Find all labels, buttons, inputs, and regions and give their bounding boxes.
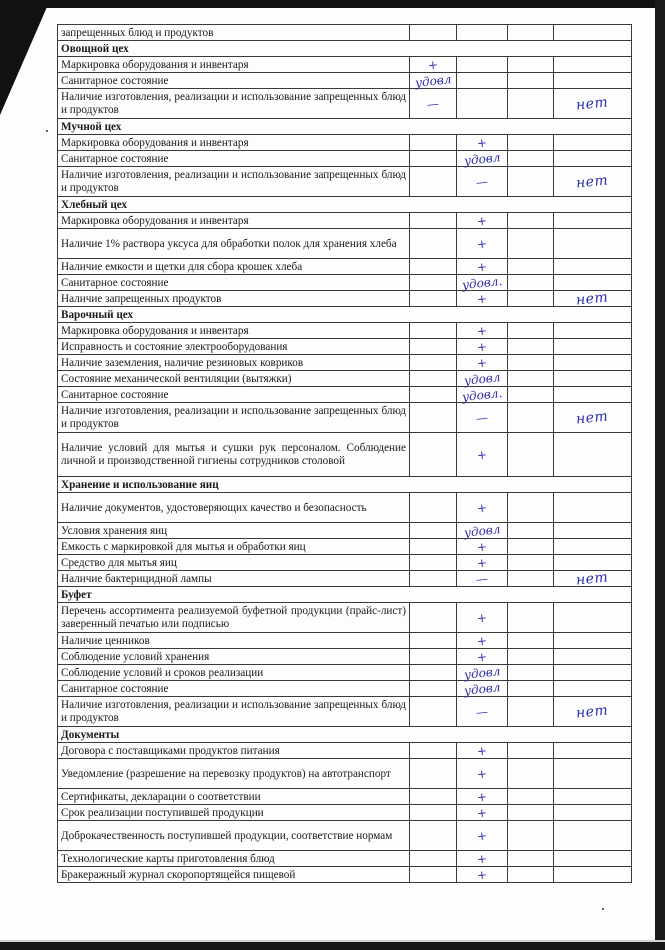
mark-col-3 bbox=[508, 291, 554, 307]
mark-col-3 bbox=[508, 603, 554, 633]
mark-col-1 bbox=[410, 167, 457, 197]
mark-col-3 bbox=[508, 433, 554, 477]
mark-col-4 bbox=[554, 275, 632, 291]
checklist-row bbox=[58, 433, 632, 477]
mark-col-3 bbox=[508, 135, 554, 151]
handwritten-mark: — bbox=[426, 95, 440, 112]
mark-col-2 bbox=[457, 681, 508, 697]
checklist-row bbox=[58, 523, 632, 539]
mark-col-3 bbox=[508, 73, 554, 89]
mark-col-2 bbox=[457, 291, 508, 307]
mark-col-1 bbox=[410, 371, 457, 387]
mark-col-1 bbox=[410, 89, 457, 119]
handwritten-mark: — bbox=[475, 703, 489, 720]
checklist-item-text: Уведомление (разрешение на перевозку продуктов) на автотранспорт bbox=[58, 759, 410, 789]
checklist-row bbox=[58, 151, 632, 167]
mark-col-4 bbox=[554, 523, 632, 539]
handwritten-mark: + bbox=[476, 213, 488, 228]
checklist-row bbox=[58, 493, 632, 523]
handwritten-mark: + bbox=[476, 851, 488, 866]
mark-col-4 bbox=[554, 323, 632, 339]
checklist-row bbox=[58, 89, 632, 119]
checklist-row bbox=[58, 135, 632, 151]
mark-col-3 bbox=[508, 387, 554, 403]
mark-col-2 bbox=[457, 135, 508, 151]
mark-col-1 bbox=[410, 867, 457, 883]
checklist-row bbox=[58, 633, 632, 649]
mark-col-3 bbox=[508, 259, 554, 275]
checklist-row bbox=[58, 851, 632, 867]
checklist-body bbox=[58, 25, 632, 883]
mark-col-2 bbox=[457, 523, 508, 539]
checklist-row bbox=[58, 867, 632, 883]
mark-col-3 bbox=[508, 323, 554, 339]
checklist-row bbox=[58, 743, 632, 759]
checklist-item-text: Перечень ассортимента реализуемой буфетной продукции (прайс-лист) заверенный печатью или подписью bbox=[58, 603, 410, 633]
checklist-row bbox=[58, 665, 632, 681]
handwritten-mark: + bbox=[476, 867, 488, 882]
mark-col-2 bbox=[457, 821, 508, 851]
section-header-row bbox=[58, 477, 632, 493]
checklist-row bbox=[58, 759, 632, 789]
handwritten-mark: удовл bbox=[463, 521, 501, 540]
mark-col-1 bbox=[410, 571, 457, 587]
handwritten-mark: + bbox=[476, 355, 488, 370]
checklist-item-text: Бракеражный журнал скоропортящейся пищевой bbox=[58, 867, 410, 883]
handwritten-mark: + bbox=[476, 610, 488, 625]
mark-col-2 bbox=[457, 213, 508, 229]
handwritten-mark: нет bbox=[575, 407, 610, 428]
handwritten-mark: + bbox=[476, 291, 488, 306]
section-header-row bbox=[58, 197, 632, 213]
section-header-row bbox=[58, 727, 632, 743]
mark-col-3 bbox=[508, 867, 554, 883]
mark-col-3 bbox=[508, 229, 554, 259]
checklist-item-text: Средство для мытья яиц bbox=[58, 555, 410, 571]
mark-col-2 bbox=[457, 759, 508, 789]
handwritten-mark: + bbox=[476, 555, 488, 570]
checklist-row bbox=[58, 387, 632, 403]
scan-border-corner bbox=[0, 0, 50, 115]
mark-col-4 bbox=[554, 821, 632, 851]
mark-col-4 bbox=[554, 568, 632, 589]
mark-col-3 bbox=[508, 403, 554, 433]
checklist-row bbox=[58, 821, 632, 851]
handwritten-mark: — bbox=[475, 570, 489, 587]
mark-col-4 bbox=[554, 539, 632, 555]
mark-col-1 bbox=[410, 275, 457, 291]
mark-col-2 bbox=[457, 89, 508, 119]
checklist-row bbox=[58, 805, 632, 821]
mark-col-1 bbox=[410, 387, 457, 403]
handwritten-mark: + bbox=[476, 828, 488, 843]
mark-col-1 bbox=[410, 323, 457, 339]
handwritten-mark: — bbox=[475, 173, 489, 190]
checklist-row bbox=[58, 291, 632, 307]
mark-col-3 bbox=[508, 213, 554, 229]
checklist-row bbox=[58, 229, 632, 259]
mark-col-2 bbox=[457, 323, 508, 339]
handwritten-mark: + bbox=[476, 500, 488, 515]
mark-col-3 bbox=[508, 697, 554, 727]
mark-col-3 bbox=[508, 633, 554, 649]
mark-col-3 bbox=[508, 571, 554, 587]
mark-col-2 bbox=[457, 73, 508, 89]
mark-col-4 bbox=[554, 743, 632, 759]
handwritten-mark: + bbox=[476, 539, 488, 554]
mark-col-4 bbox=[554, 493, 632, 523]
mark-col-3 bbox=[508, 539, 554, 555]
mark-col-3 bbox=[508, 355, 554, 371]
checklist-item-text: Доброкачественность поступившей продукции, соответствие нормам bbox=[58, 821, 410, 851]
scan-border-top bbox=[0, 0, 665, 8]
checklist-item-text: Наличие 1% раствора уксуса для обработки полок для хранения хлеба bbox=[58, 229, 410, 259]
mark-col-2 bbox=[457, 571, 508, 587]
mark-col-3 bbox=[508, 151, 554, 167]
mark-col-3 bbox=[508, 493, 554, 523]
mark-col-2 bbox=[457, 57, 508, 73]
mark-col-4 bbox=[554, 229, 632, 259]
mark-col-1 bbox=[410, 213, 457, 229]
checklist-row bbox=[58, 571, 632, 587]
mark-col-4 bbox=[554, 433, 632, 477]
checklist-item-text: Маркировка оборудования и инвентаря bbox=[58, 213, 410, 229]
checklist-row bbox=[58, 371, 632, 387]
mark-col-2 bbox=[457, 403, 508, 433]
mark-col-1 bbox=[410, 493, 457, 523]
checklist-row bbox=[58, 681, 632, 697]
checklist-item-text: Наличие ценников bbox=[58, 633, 410, 649]
mark-col-2 bbox=[457, 789, 508, 805]
mark-col-3 bbox=[508, 339, 554, 355]
checklist-item-text: Соблюдение условий хранения bbox=[58, 649, 410, 665]
mark-col-3 bbox=[508, 555, 554, 571]
mark-col-3 bbox=[508, 789, 554, 805]
checklist-row bbox=[58, 57, 632, 73]
mark-col-4 bbox=[554, 167, 632, 197]
mark-col-2 bbox=[457, 743, 508, 759]
handwritten-mark: + bbox=[476, 323, 488, 338]
mark-col-4 bbox=[554, 135, 632, 151]
checklist-item-text: Санитарное состояние bbox=[58, 681, 410, 697]
mark-col-2 bbox=[457, 493, 508, 523]
mark-col-2 bbox=[457, 805, 508, 821]
mark-col-2 bbox=[457, 697, 508, 727]
checklist-item-text: Наличие документов, удостоверяющих качество и безопасность bbox=[58, 493, 410, 523]
checklist-row bbox=[58, 649, 632, 665]
checklist-row bbox=[58, 403, 632, 433]
section-header-row bbox=[58, 307, 632, 323]
handwritten-mark: + bbox=[476, 633, 488, 648]
mark-col-1 bbox=[410, 789, 457, 805]
handwritten-mark: удовл. bbox=[461, 385, 503, 404]
mark-col-4 bbox=[554, 387, 632, 403]
checklist-row bbox=[58, 25, 632, 41]
checklist-item-text: Сертификаты, декларации о соответствии bbox=[58, 789, 410, 805]
checklist-row bbox=[58, 213, 632, 229]
mark-col-4 bbox=[554, 603, 632, 633]
scan-border-right bbox=[655, 0, 665, 950]
handwritten-mark: нет bbox=[575, 288, 610, 309]
scan-speck bbox=[46, 130, 48, 132]
handwritten-mark: — bbox=[475, 409, 489, 426]
mark-col-1 bbox=[410, 135, 457, 151]
handwritten-mark: + bbox=[476, 743, 488, 758]
mark-col-3 bbox=[508, 665, 554, 681]
checklist-item-text: Наличие емкости и щетки для сбора крошек хлеба bbox=[58, 259, 410, 275]
handwritten-mark: нет bbox=[575, 568, 610, 589]
handwritten-mark: удовл bbox=[463, 149, 501, 168]
checklist-item-text: Наличие условий для мытья и сушки рук персоналом. Соблюдение личной и производственной гигиены сотрудников столовой bbox=[58, 433, 410, 477]
mark-col-4 bbox=[554, 89, 632, 119]
checklist-item-text: Наличие запрещенных продуктов bbox=[58, 291, 410, 307]
checklist-row bbox=[58, 697, 632, 727]
mark-col-4 bbox=[554, 288, 632, 309]
mark-col-1 bbox=[410, 633, 457, 649]
mark-col-2 bbox=[457, 433, 508, 477]
checklist-item-text: Наличие изготовления, реализации и использование запрещенных блюд и продуктов bbox=[58, 697, 410, 727]
section-title: Буфет bbox=[58, 587, 632, 603]
handwritten-mark: удовл. bbox=[461, 273, 503, 292]
checklist-item-text: Санитарное состояние bbox=[58, 275, 410, 291]
mark-col-4 bbox=[554, 371, 632, 387]
mark-col-1 bbox=[410, 821, 457, 851]
mark-col-4 bbox=[554, 259, 632, 275]
handwritten-mark: нет bbox=[575, 171, 610, 192]
handwritten-mark: + bbox=[476, 805, 488, 820]
mark-col-1 bbox=[410, 73, 457, 89]
mark-col-1 bbox=[410, 665, 457, 681]
mark-col-2 bbox=[457, 867, 508, 883]
handwritten-mark: + bbox=[476, 259, 488, 274]
handwritten-mark: + bbox=[476, 447, 488, 462]
checklist-row bbox=[58, 275, 632, 291]
section-header-row bbox=[58, 119, 632, 135]
mark-col-2 bbox=[457, 151, 508, 167]
mark-col-2 bbox=[457, 355, 508, 371]
mark-col-2 bbox=[457, 259, 508, 275]
section-title: Варочный цех bbox=[58, 307, 632, 323]
mark-col-1 bbox=[410, 151, 457, 167]
mark-col-4 bbox=[554, 403, 632, 433]
mark-col-1 bbox=[410, 403, 457, 433]
mark-col-4 bbox=[554, 213, 632, 229]
mark-col-2 bbox=[457, 371, 508, 387]
checklist-item-text: Маркировка оборудования и инвентаря bbox=[58, 57, 410, 73]
checklist-item-text: Наличие заземления, наличие резиновых ковриков bbox=[58, 355, 410, 371]
mark-col-1 bbox=[410, 57, 457, 73]
checklist-row bbox=[58, 555, 632, 571]
checklist-item-text: Наличие изготовления, реализации и использование запрещенных блюд и продуктов bbox=[58, 403, 410, 433]
mark-col-4 bbox=[554, 851, 632, 867]
checklist-item-text: Исправность и состояние электрооборудования bbox=[58, 339, 410, 355]
mark-col-4 bbox=[554, 25, 632, 41]
mark-col-1 bbox=[410, 851, 457, 867]
checklist-row bbox=[58, 539, 632, 555]
checklist-row bbox=[58, 259, 632, 275]
mark-col-1 bbox=[410, 539, 457, 555]
mark-col-3 bbox=[508, 371, 554, 387]
mark-col-4 bbox=[554, 867, 632, 883]
mark-col-1 bbox=[410, 649, 457, 665]
checklist-item-text: Санитарное состояние bbox=[58, 73, 410, 89]
section-title: Хранение и использование яиц bbox=[58, 477, 632, 493]
mark-col-1 bbox=[410, 759, 457, 789]
mark-col-3 bbox=[508, 649, 554, 665]
mark-col-4 bbox=[554, 697, 632, 727]
mark-col-1 bbox=[410, 229, 457, 259]
mark-col-1 bbox=[410, 339, 457, 355]
section-header-row bbox=[58, 41, 632, 57]
checklist-item-text: Соблюдение условий и сроков реализации bbox=[58, 665, 410, 681]
mark-col-2 bbox=[457, 25, 508, 41]
handwritten-mark: + bbox=[427, 57, 439, 72]
mark-col-4 bbox=[554, 633, 632, 649]
mark-col-4 bbox=[554, 759, 632, 789]
handwritten-mark: + bbox=[476, 339, 488, 354]
mark-col-1 bbox=[410, 291, 457, 307]
mark-col-1 bbox=[410, 681, 457, 697]
handwritten-mark: + bbox=[476, 135, 488, 150]
mark-col-1 bbox=[410, 743, 457, 759]
handwritten-mark: удовл bbox=[463, 679, 501, 698]
mark-col-2 bbox=[457, 555, 508, 571]
mark-col-4 bbox=[554, 339, 632, 355]
mark-col-3 bbox=[508, 851, 554, 867]
checklist-row bbox=[58, 323, 632, 339]
handwritten-mark: + bbox=[476, 789, 488, 804]
mark-col-3 bbox=[508, 57, 554, 73]
checklist-item-text: Договора с поставщиками продуктов питания bbox=[58, 743, 410, 759]
mark-col-3 bbox=[508, 805, 554, 821]
mark-col-1 bbox=[410, 805, 457, 821]
mark-col-4 bbox=[554, 649, 632, 665]
mark-col-4 bbox=[554, 555, 632, 571]
handwritten-mark: удовл bbox=[414, 71, 452, 90]
scan-border-bottom bbox=[0, 942, 665, 950]
checklist-item-text: запрещенных блюд и продуктов bbox=[58, 25, 410, 41]
mark-col-4 bbox=[554, 355, 632, 371]
mark-col-1 bbox=[410, 555, 457, 571]
mark-col-2 bbox=[457, 665, 508, 681]
checklist-item-text: Срок реализации поступившей продукции bbox=[58, 805, 410, 821]
mark-col-4 bbox=[554, 789, 632, 805]
mark-col-4 bbox=[554, 151, 632, 167]
mark-col-1 bbox=[410, 697, 457, 727]
checklist-row bbox=[58, 355, 632, 371]
checklist-item-text: Санитарное состояние bbox=[58, 151, 410, 167]
checklist-item-text: Емкость с маркировкой для мытья и обработки яиц bbox=[58, 539, 410, 555]
section-title: Овощной цех bbox=[58, 41, 632, 57]
checklist-item-text: Наличие изготовления, реализации и использование запрещенных блюд и продуктов bbox=[58, 89, 410, 119]
checklist-item-text: Маркировка оборудования и инвентаря bbox=[58, 323, 410, 339]
checklist-item-text: Маркировка оборудования и инвентаря bbox=[58, 135, 410, 151]
mark-col-2 bbox=[457, 851, 508, 867]
mark-col-1 bbox=[410, 25, 457, 41]
mark-col-4 bbox=[554, 57, 632, 73]
checklist-row bbox=[58, 603, 632, 633]
mark-col-2 bbox=[457, 387, 508, 403]
checklist-item-text: Санитарное состояние bbox=[58, 387, 410, 403]
checklist-item-text: Условия хранения яиц bbox=[58, 523, 410, 539]
mark-col-3 bbox=[508, 743, 554, 759]
checklist-row bbox=[58, 73, 632, 89]
mark-col-3 bbox=[508, 275, 554, 291]
section-title: Мучной цех bbox=[58, 119, 632, 135]
mark-col-3 bbox=[508, 25, 554, 41]
handwritten-mark: + bbox=[476, 649, 488, 664]
mark-col-3 bbox=[508, 681, 554, 697]
handwritten-mark: удовл bbox=[463, 369, 501, 388]
handwritten-mark: нет bbox=[575, 701, 610, 722]
mark-col-2 bbox=[457, 339, 508, 355]
handwritten-mark: + bbox=[476, 766, 488, 781]
section-title: Документы bbox=[58, 727, 632, 743]
mark-col-4 bbox=[554, 73, 632, 89]
checklist-row bbox=[58, 167, 632, 197]
handwritten-mark: нет bbox=[575, 93, 610, 114]
mark-col-1 bbox=[410, 603, 457, 633]
mark-col-3 bbox=[508, 523, 554, 539]
section-title: Хлебный цех bbox=[58, 197, 632, 213]
mark-col-2 bbox=[457, 275, 508, 291]
inspection-checklist-table bbox=[57, 24, 632, 883]
checklist-item-text: Наличие изготовления, реализации и использование запрещенных блюд и продуктов bbox=[58, 167, 410, 197]
section-header-row bbox=[58, 587, 632, 603]
mark-col-2 bbox=[457, 229, 508, 259]
mark-col-1 bbox=[410, 523, 457, 539]
mark-col-4 bbox=[554, 665, 632, 681]
mark-col-4 bbox=[554, 805, 632, 821]
mark-col-2 bbox=[457, 167, 508, 197]
mark-col-1 bbox=[410, 259, 457, 275]
checklist-item-text: Наличие бактерицидной лампы bbox=[58, 571, 410, 587]
handwritten-mark: удовл bbox=[463, 663, 501, 682]
mark-col-2 bbox=[457, 539, 508, 555]
mark-col-3 bbox=[508, 167, 554, 197]
mark-col-1 bbox=[410, 433, 457, 477]
checklist-row bbox=[58, 789, 632, 805]
scan-speck bbox=[602, 908, 604, 910]
mark-col-1 bbox=[410, 355, 457, 371]
mark-col-3 bbox=[508, 759, 554, 789]
checklist-row bbox=[58, 339, 632, 355]
mark-col-2 bbox=[457, 603, 508, 633]
mark-col-3 bbox=[508, 821, 554, 851]
handwritten-mark: + bbox=[476, 236, 488, 251]
checklist-item-text: Состояние механической вентиляции (вытяжки) bbox=[58, 371, 410, 387]
mark-col-4 bbox=[554, 681, 632, 697]
mark-col-2 bbox=[457, 633, 508, 649]
checklist-item-text: Технологические карты приготовления блюд bbox=[58, 851, 410, 867]
mark-col-2 bbox=[457, 649, 508, 665]
mark-col-3 bbox=[508, 89, 554, 119]
